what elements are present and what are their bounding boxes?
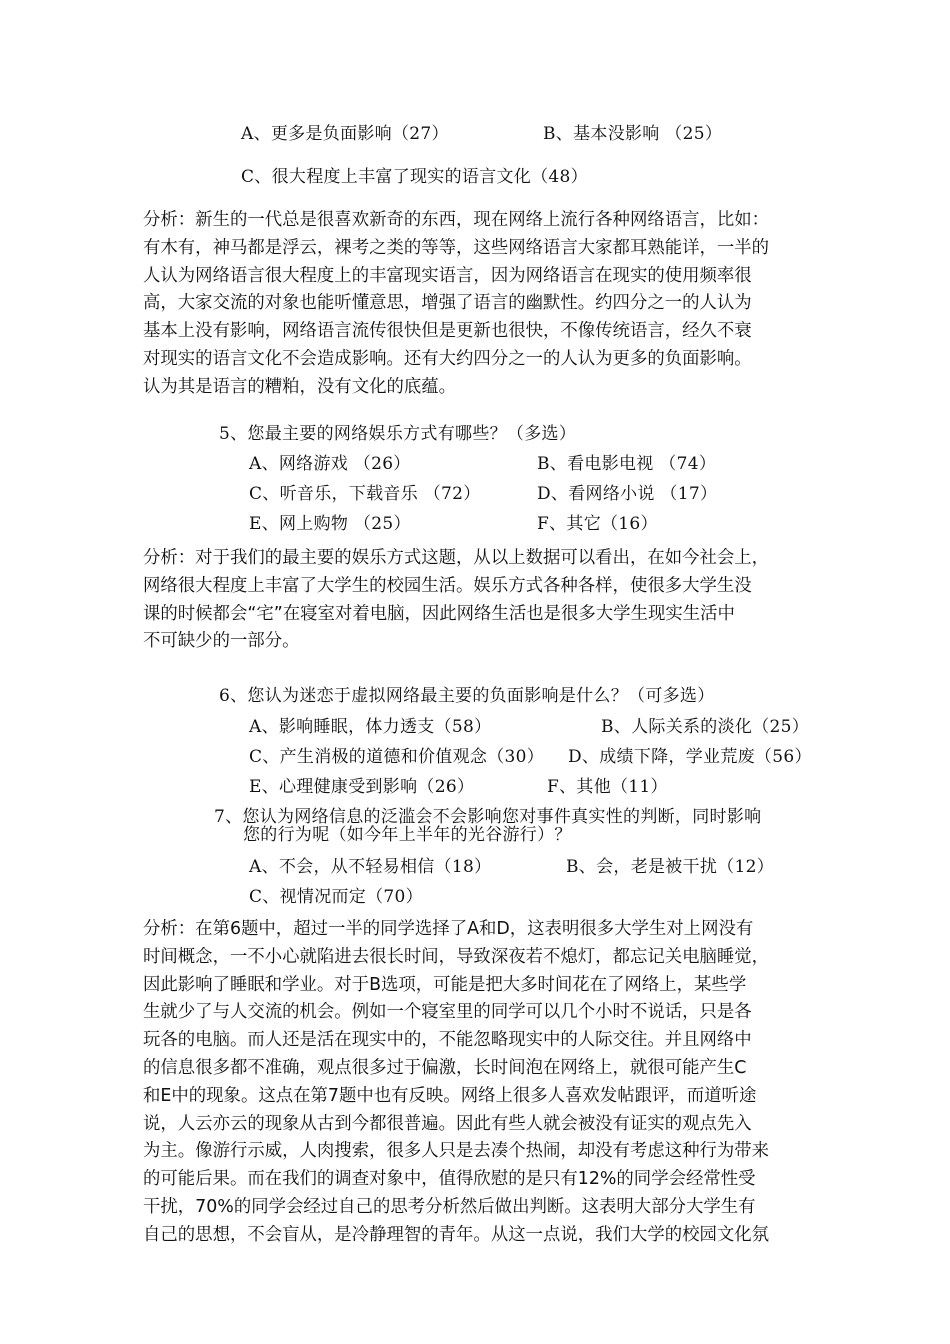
analysis-line: 有木有，神马都是浮云，裸考之类的等等，这些网络语言大家都耳熟能详，一半的: [143, 237, 770, 258]
q7-question-line-1: 7、您认为网络信息的泛滥会不会影响您对事件真实性的判断，同时影响: [214, 807, 762, 827]
analysis-line: 认为其是语言的糟粕，没有文化的底蕴。: [143, 376, 457, 397]
q5-question: 5、您最主要的网络娱乐方式有哪些？（多选）: [219, 424, 577, 444]
q4-option-c: C、很大程度上丰富了现实的语言文化（48）: [241, 167, 588, 187]
analysis-line: 基本上没有影响，网络语言流传很快但是更新也很快，不像传统语言，经久不衰: [143, 321, 752, 342]
q6-option-e: E、心理健康受到影响（26）: [249, 777, 475, 797]
analysis-line: 分析：在第6题中，超过一半的同学选择了A和D，这表明很多大学生对上网没有: [143, 919, 754, 939]
q7-option-b: B、会，老是被干扰（12）: [566, 857, 775, 877]
analysis-line: 的信息很多都不准确，观点很多过于偏激，长时间泡在网络上，就很可能产生C: [143, 1057, 747, 1078]
analysis-line: 干扰，70%的同学会经过自己的思考分析然后做出判断。这表明大部分大学生有: [143, 1196, 756, 1217]
analysis-line: 为主。像游行示威，人肉搜索，很多人只是去凑个热闹，却没有考虑这种行为带来: [143, 1141, 770, 1162]
analysis-line: 因此影响了睡眠和学业。对于B选项，可能是把大多时间花在了网络上，某些学: [143, 974, 747, 995]
analysis-paragraph-2: [143, 545, 809, 656]
q4-option-b: B、基本没影响 （25）: [543, 124, 723, 144]
q6-option-b: B、人际关系的淡化（25）: [601, 717, 810, 737]
q6-option-c: C、产生消极的道德和价值观念（30）: [249, 747, 545, 767]
analysis-line: 人认为网络语言很大程度上的丰富现实语言，因为网络语言在现实的使用频率很: [143, 265, 752, 286]
analysis-line: 分析：新生的一代总是很喜欢新奇的东西，现在网络上流行各种网络语言，比如：: [143, 210, 770, 230]
analysis-line: 网络很大程度上丰富了大学生的校园生活。娱乐方式各种各样，使很多大学生没: [143, 575, 752, 596]
q5-option-b: B、看电影电视 （74）: [537, 454, 717, 474]
q5-option-c: C、听音乐，下载音乐 （72）: [249, 484, 481, 504]
q5-option-f: F、其它（16）: [537, 514, 658, 534]
analysis-line: 生就少了与人交流的机会。例如一个寝室里的同学可以几个小时不说话，只是各: [143, 1002, 752, 1023]
analysis-line: 和E中的现象。这点在第7题中也有反映。网络上很多人喜欢发帖跟评，而道听途: [143, 1085, 757, 1106]
analysis-line: 自己的思想，不会盲从，是冷静理智的青年。从这一点说，我们大学的校园文化氛: [143, 1224, 770, 1245]
analysis-line: 时间概念，一不小心就陷进去很长时间，导致深夜若不熄灯，都忘记关电脑睡觉，: [143, 946, 770, 967]
analysis-paragraph-1: [143, 207, 809, 402]
q7-question-line-2: 您的行为呢（如今年上半年的光谷游行）？: [243, 825, 572, 845]
q5-option-d: D、看网络小说 （17）: [537, 484, 718, 504]
q7-option-c: C、视情况而定（70）: [249, 887, 423, 907]
q6-option-a: A、影响睡眠，体力透支（58）: [249, 717, 492, 737]
q4-option-a: A、更多是负面影响（27）: [241, 124, 449, 144]
analysis-paragraph-3: [143, 916, 809, 1250]
analysis-line: 分析：对于我们的最主要的娱乐方式这题，从以上数据可以看出，在如今社会上，: [143, 548, 770, 568]
q6-option-d: D、成绩下降，学业荒废（56）: [568, 747, 812, 767]
analysis-line: 玩各的电脑。而人还是活在现实中的，不能忽略现实中的人际交往。并且网络中: [143, 1030, 752, 1051]
analysis-line: 课的时候都会“宅”在寝室对着电脑，因此网络生活也是很多大学生现实生活中: [143, 603, 735, 624]
q5-option-e: E、网上购物 （25）: [249, 514, 411, 534]
analysis-line: 说，人云亦云的现象从古到今都很普遍。因此有些人就会被没有证实的观点先入: [143, 1113, 752, 1134]
q7-option-a: A、不会，从不轻易相信（18）: [249, 857, 492, 877]
analysis-line: 对现实的语言文化不会造成影响。还有大约四分之一的人认为更多的负面影响。: [143, 348, 752, 369]
q6-question: 6、您认为迷恋于虚拟网络最主要的负面影响是什么？（可多选）: [219, 686, 715, 706]
analysis-line: 的可能后果。而在我们的调查对象中，值得欣慰的是只有12%的同学会经常性受: [143, 1169, 756, 1190]
analysis-line: 不可缺少的一部分。: [143, 631, 300, 652]
q5-option-a: A、网络游戏 （26）: [249, 454, 411, 474]
q6-option-f: F、其他（11）: [547, 777, 668, 797]
analysis-line: 高，大家交流的对象也能听懂意思，增强了语言的幽默性。约四分之一的人认为: [143, 293, 752, 314]
